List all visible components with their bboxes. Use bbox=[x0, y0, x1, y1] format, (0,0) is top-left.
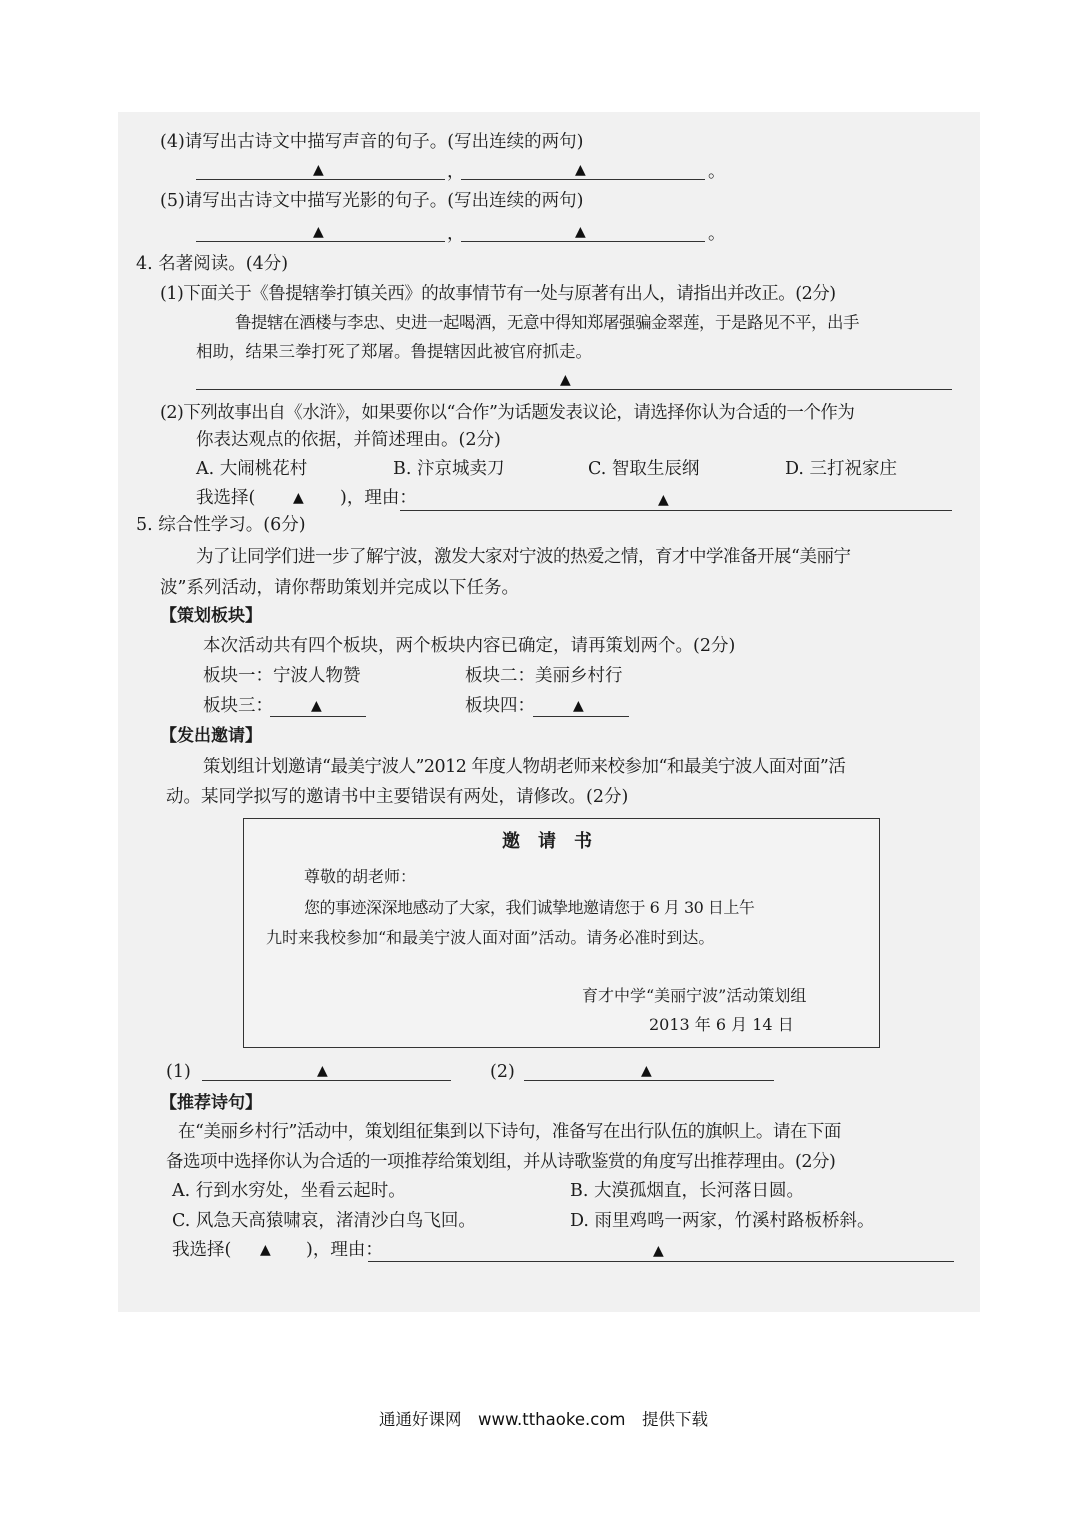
comma: ， bbox=[447, 162, 465, 182]
q5-fix2-blank[interactable] bbox=[524, 1080, 774, 1081]
answer-marker: ▲ bbox=[575, 224, 586, 240]
q4-choose-suffix: )，理由： bbox=[340, 488, 417, 508]
q5-block2: 板块二：美丽乡村行 bbox=[465, 666, 623, 686]
q4-sub1-answer-line[interactable] bbox=[196, 389, 952, 390]
q3-item5-blank1[interactable] bbox=[196, 241, 445, 242]
q5-section2-line2: 动。某同学拟写的邀请书中主要错误有两处，请修改。(2分) bbox=[166, 787, 629, 807]
q5-poem-a: A. 行到水穷处，坐看云起时。 bbox=[172, 1181, 406, 1201]
q5-section1-text: 本次活动共有四个板块，两个板块内容已确定，请再策划两个。(2分) bbox=[203, 636, 736, 656]
answer-marker: ▲ bbox=[311, 698, 322, 714]
answer-marker: ▲ bbox=[317, 1063, 328, 1079]
letter-body-line1: 您的事迹深深地感动了大家，我们诚挚地邀请您于 6 月 30 日上午 bbox=[304, 898, 755, 917]
period: 。 bbox=[708, 224, 726, 244]
q5-block1: 板块一：宁波人物赞 bbox=[203, 666, 361, 686]
q5-block4-blank[interactable] bbox=[533, 716, 629, 717]
letter-date: 2013 年 6 月 14 日 bbox=[649, 1015, 794, 1034]
letter-body-line2: 九时来我校参加“和最美宁波人面对面”活动。请务必准时到达。 bbox=[266, 928, 715, 947]
q4-passage-line1: 鲁提辖在酒楼与李忠、史进一起喝酒，无意中得知郑屠强骗金翠莲，于是路见不平，出手 bbox=[235, 313, 859, 332]
q5-intro-line1: 为了让同学们进一步了解宁波，激发大家对宁波的热爱之情，育才中学准备开展“美丽宁 bbox=[196, 547, 851, 567]
q5-poem-b: B. 大漠孤烟直，长河落日圆。 bbox=[570, 1181, 804, 1201]
q5-title: 5. 综合性学习。(6分) bbox=[136, 515, 306, 535]
q5-section2-line1: 策划组计划邀请“最美宁波人”2012 年度人物胡老师来校参加“和最美宁波人面对面”活 bbox=[203, 757, 846, 777]
q5-section3-line2: 备选项中选择你认为合适的一项推荐给策划组，并从诗歌鉴赏的角度写出推荐理由。(2分) bbox=[166, 1152, 836, 1172]
q5-reason-line[interactable] bbox=[368, 1261, 954, 1262]
q4-reason-line[interactable] bbox=[400, 510, 952, 511]
answer-marker: ▲ bbox=[653, 1243, 664, 1259]
letter-signature: 育才中学“美丽宁波”活动策划组 bbox=[582, 986, 807, 1005]
q4-sub2-line1: (2)下列故事出自《水浒》，如果要你以“合作”为话题发表议论，请选择你认为合适的一个作为 bbox=[160, 403, 855, 423]
answer-marker: ▲ bbox=[313, 224, 324, 240]
answer-marker: ▲ bbox=[313, 162, 324, 178]
q4-option-b: B. 汴京城卖刀 bbox=[393, 459, 505, 479]
q3-item4-blank2[interactable] bbox=[461, 179, 705, 180]
q3-item5-blank2[interactable] bbox=[461, 241, 705, 242]
q5-choice-marker[interactable]: ▲ bbox=[260, 1242, 271, 1258]
letter-title: 邀 请 书 bbox=[502, 831, 592, 852]
comma: ， bbox=[447, 224, 465, 244]
q3-item4-prompt: (4)请写出古诗文中描写声音的句子。(写出连续的两句) bbox=[160, 132, 584, 152]
q5-intro-line2: 波”系列活动，请你帮助策划并完成以下任务。 bbox=[160, 578, 519, 598]
q5-block4-label: 板块四： bbox=[465, 696, 535, 716]
q5-block3-label: 板块三： bbox=[203, 696, 273, 716]
q4-sub1: (1)下面关于《鲁提辖拳打镇关西》的故事情节有一处与原著有出人，请指出并改正。(2分) bbox=[160, 284, 836, 304]
q4-option-c: C. 智取生辰纲 bbox=[588, 459, 700, 479]
q3-item5-prompt: (5)请写出古诗文中描写光影的句子。(写出连续的两句) bbox=[160, 191, 584, 211]
q4-choice-marker[interactable]: ▲ bbox=[293, 490, 304, 506]
q4-choose-prefix: 我选择( bbox=[196, 488, 256, 508]
q5-fix1-label: (1) bbox=[166, 1062, 191, 1082]
q5-fix1-blank[interactable] bbox=[202, 1080, 451, 1081]
answer-marker: ▲ bbox=[658, 492, 669, 508]
q5-poem-c: C. 风急天高猿啸哀，渚清沙白鸟飞回。 bbox=[172, 1211, 476, 1231]
q4-title: 4. 名著阅读。(4分) bbox=[136, 254, 289, 274]
section-tag-poetry: 【推荐诗句】 bbox=[160, 1093, 262, 1113]
invitation-letter bbox=[243, 818, 880, 1048]
q5-fix2-label: (2) bbox=[490, 1062, 515, 1082]
period: 。 bbox=[708, 162, 726, 182]
section-tag-planning: 【策划板块】 bbox=[160, 606, 262, 626]
section-tag-invitation: 【发出邀请】 bbox=[160, 726, 262, 746]
q4-option-d: D. 三打祝家庄 bbox=[785, 459, 898, 479]
footer-credit: 通通好课网 www.tthaoke.com 提供下载 bbox=[379, 1410, 708, 1429]
letter-salutation: 尊敬的胡老师： bbox=[304, 867, 417, 886]
q5-choose-prefix: 我选择( bbox=[172, 1240, 232, 1260]
q4-passage-line2: 相助，结果三拳打死了郑屠。鲁提辖因此被官府抓走。 bbox=[196, 342, 592, 361]
q3-item4-blank1[interactable] bbox=[196, 179, 445, 180]
q5-choose-suffix: )，理由： bbox=[306, 1240, 383, 1260]
answer-marker: ▲ bbox=[641, 1063, 652, 1079]
q5-section3-line1: 在“美丽乡村行”活动中，策划组征集到以下诗句，准备写在出行队伍的旗帜上。请在下面 bbox=[178, 1122, 841, 1142]
q5-poem-d: D. 雨里鸡鸣一两家，竹溪村路板桥斜。 bbox=[570, 1211, 875, 1231]
q5-block3-blank[interactable] bbox=[270, 716, 366, 717]
answer-marker: ▲ bbox=[573, 698, 584, 714]
q4-sub2-line2: 你表达观点的依据，并简述理由。(2分) bbox=[196, 430, 501, 450]
answer-marker: ▲ bbox=[575, 162, 586, 178]
q4-option-a: A. 大闹桃花村 bbox=[196, 459, 308, 479]
answer-marker: ▲ bbox=[560, 372, 571, 388]
